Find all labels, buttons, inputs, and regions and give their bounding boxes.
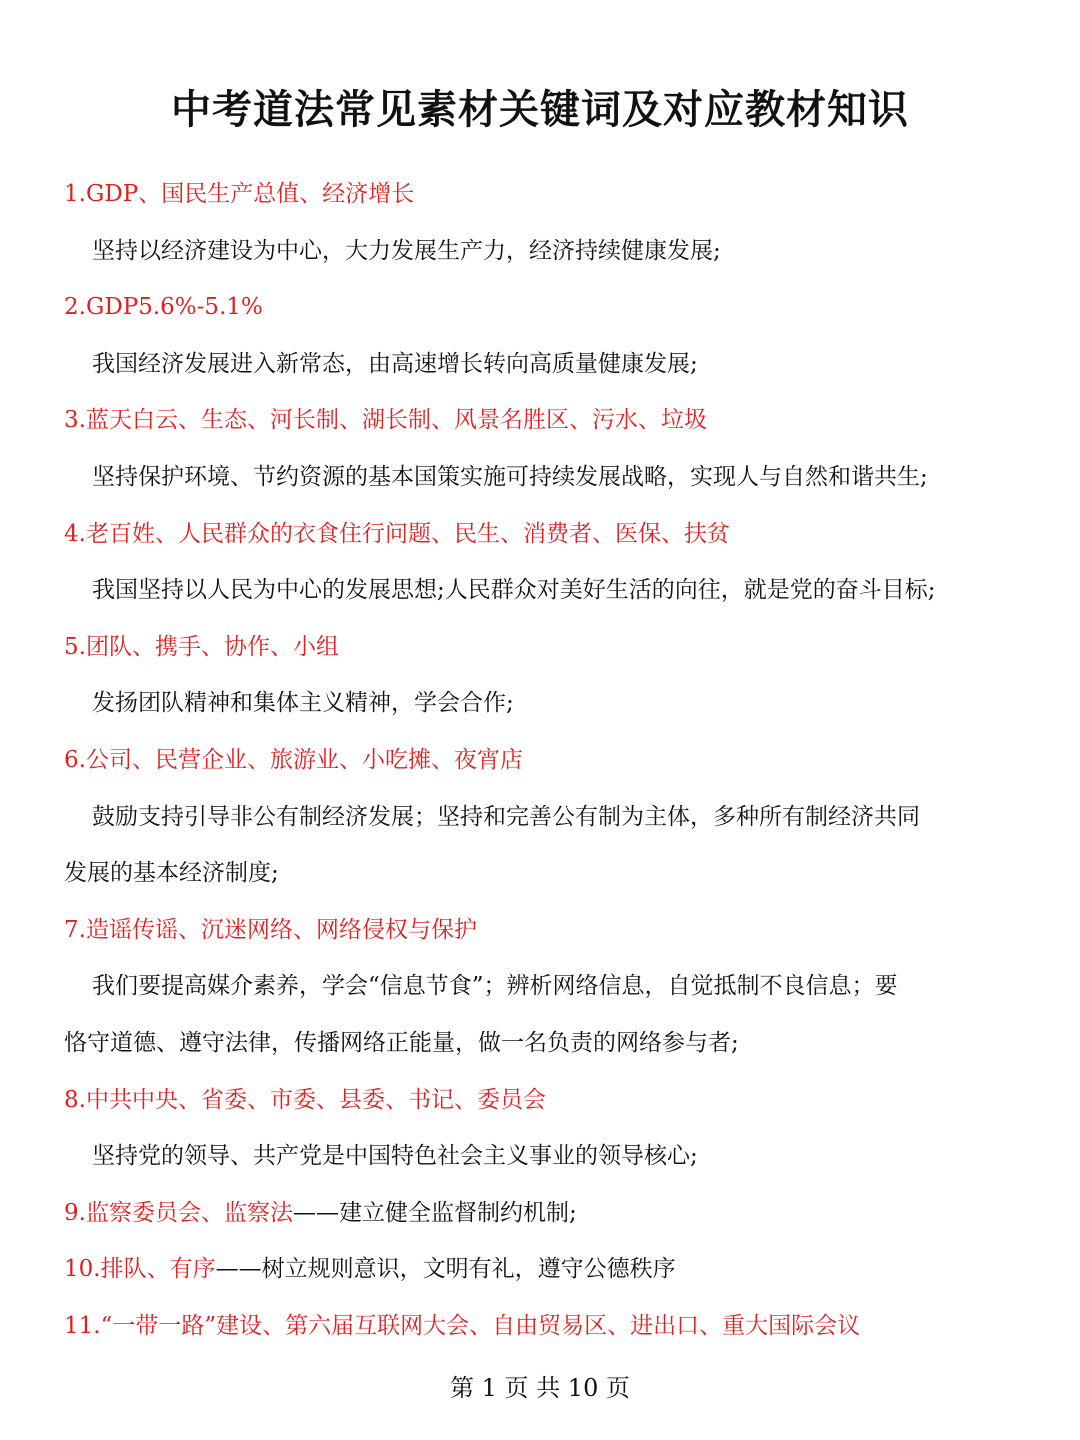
body-line-6-continued: 发展的基本经济制度; [64, 860, 279, 887]
body-line-4: 我国坚持以人民为中心的发展思想;人民群众对美好生活的向往，就是党的奋斗目标; [92, 577, 936, 604]
keyword-line-11: 11.“一带一路”建设、第六届互联网大会、自由贸易区、进出口、重大国际会议 [64, 1312, 861, 1339]
keyword-line-7: 7.造谣传谣、沉迷网络、网络侵权与保护 [64, 916, 477, 943]
document-body [64, 166, 1024, 1354]
body-line-1: 坚持以经济建设为中心，大力发展生产力，经济持续健康发展; [92, 237, 721, 264]
keyword-line-10: 10.排队、有序 [64, 1256, 216, 1283]
explanation-line-9: ——建立健全监督制约机制; [292, 1199, 577, 1226]
keyword-line-1: 1.GDP、国民生产总值、经济增长 [64, 181, 415, 207]
keyword-line-3: 3.蓝天白云、生态、河长制、湖长制、风景名胜区、污水、垃圾 [64, 407, 707, 434]
keyword-line-9: 9.监察委员会、监察法 [64, 1199, 293, 1226]
keyword-line-8: 8.中共中央、省委、市委、县委、书记、委员会 [64, 1086, 546, 1113]
keyword-line-2: 2.GDP5.6%-5.1% [64, 294, 263, 321]
mixed-line-9 [64, 1185, 1024, 1242]
body-line-5: 发扬团队精神和集体主义精神，学会合作; [92, 690, 514, 717]
explanation-line-10: ——树立规则意识，文明有礼，遵守公德秩序 [215, 1256, 676, 1283]
body-line-7: 我们要提高媒介素养，学会“信息节食”；辨析网络信息，自觉抵制不良信息；要 [92, 973, 898, 1000]
page-title: 中考道法常见素材关键词及对应教材知识 [171, 86, 909, 133]
body-line-3: 坚持保护环境、节约资源的基本国策实施可持续发展战略，实现人与自然和谐共生; [92, 463, 928, 490]
body-line-6: 鼓励支持引导非公有制经济发展；坚持和完善公有制为主体，多种所有制经济共同 [92, 803, 920, 830]
mixed-line-10 [64, 1241, 1024, 1298]
body-line-7-continued: 恪守道德、遵守法律，传播网络正能量，做一名负责的网络参与者; [64, 1029, 739, 1056]
keyword-line-4: 4.老百姓、人民群众的衣食住行问题、民生、消费者、医保、扶贫 [64, 520, 730, 547]
body-line-8: 坚持党的领导、共产党是中国特色社会主义事业的领导核心; [92, 1143, 698, 1170]
keyword-line-6: 6.公司、民营企业、旅游业、小吃摊、夜宵店 [64, 746, 523, 773]
body-line-2: 我国经济发展进入新常态，由高速增长转向高质量健康发展; [92, 350, 698, 377]
keyword-line-5: 5.团队、携手、协作、小组 [64, 633, 339, 660]
page-number-footer: 第 1 页 共 10 页 [450, 1374, 630, 1402]
